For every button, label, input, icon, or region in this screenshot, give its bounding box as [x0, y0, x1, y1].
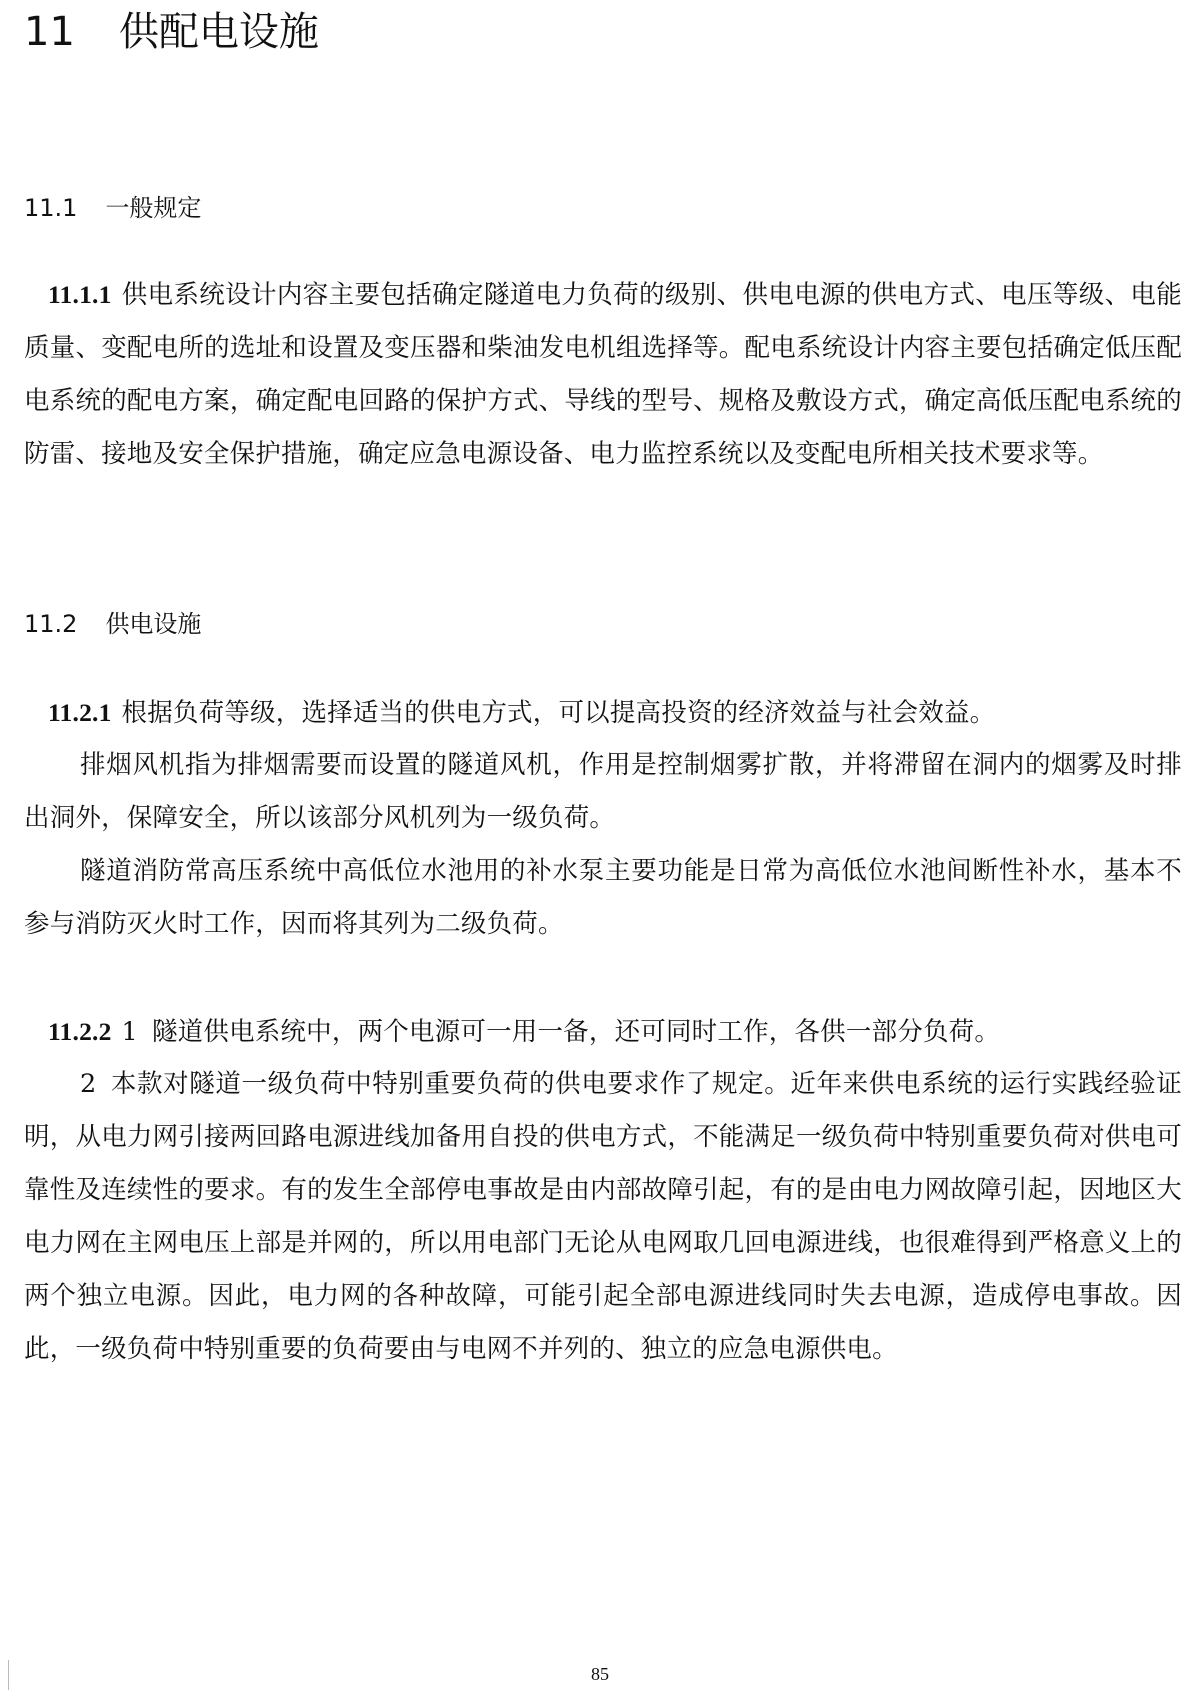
clause-11-2-2-item-2 [24, 1058, 1182, 1376]
item-number: 1 [121, 1017, 138, 1047]
page-number: 85 [591, 1664, 609, 1684]
item-text: 隧道供电系统中，两个电源可一用一备，还可同时工作，各供一部分负荷。 [151, 1017, 1001, 1047]
clause-11-1-1 [24, 268, 1182, 481]
section-number: 11.2 [24, 610, 78, 638]
section-heading-11-2 [24, 606, 201, 642]
clause-11-2-2-item-1 [24, 1005, 1182, 1059]
chapter-title-text: 供配电设施 [118, 9, 319, 55]
clause-11-2-1 [24, 686, 1182, 740]
clause-number: 11.2.2 [48, 1017, 112, 1046]
section-heading-11-1 [24, 190, 201, 226]
item-number: 2 [80, 1069, 97, 1099]
clause-11-2-1-paragraph-2: 隧道消防常高压系统中高低位水池用的补水泵主要功能是日常为高低位水池间断性补水，基本不参与消防灭火时工作，因而将其列为二级负荷。 [24, 856, 1182, 939]
section-title: 一般规定 [105, 194, 202, 222]
chapter-number: 11 [24, 9, 75, 55]
chapter-title [24, 4, 319, 60]
clause-number: 11.1.1 [48, 280, 112, 309]
item-text: 本款对隧道一级负荷中特别重要负荷的供电要求作了规定。近年来供电系统的运行实践经验证明，从电力网引接两回路电源进线加备用自投的供电方式，不能满足一级负荷中特别重要负荷对供电可靠性及连续性的要求。有的发生全部停电事故是由内部故障引起，有的是由电力网故障引起，因地区大电力网在主网电压上部是并网的，所以用电部门无论从电网取几回电源进线，也很难得到严格意义上的两个独立电源。因此，电力网的各种故障，可能引起全部电源进线同时失去电源，造成停电事故。因此，一级负荷中特别重要的负荷要由与电网不并列的、独立的应急电源供电。 [24, 1069, 1182, 1364]
clause-text: 根据负荷等级，选择适当的供电方式，可以提高投资的经济效益与社会效益。 [121, 698, 996, 728]
clause-11-2-1-paragraph-1: 排烟风机指为排烟需要而设置的隧道风机，作用是控制烟雾扩散，并将滞留在洞内的烟雾及时排出洞外，保障安全，所以该部分风机列为一级负荷。 [24, 750, 1182, 833]
section-number: 11.1 [24, 194, 78, 222]
clause-text: 供电系统设计内容主要包括确定隧道电力负荷的级别、供电电源的供电方式、电压等级、电能质量、变配电所的选址和设置及变压器和柴油发电机组选择等。配电系统设计内容主要包括确定低压配电系统的配电方案，确定配电回路的保护方式、导线的型号、规格及敷设方式，确定高低压配电系统的防雷、接地及安全保护措施，确定应急电源设备、电力监控系统以及变配电所相关技术要求等。 [24, 280, 1182, 469]
section-title: 供电设施 [105, 610, 202, 638]
clause-number: 11.2.1 [48, 698, 112, 727]
